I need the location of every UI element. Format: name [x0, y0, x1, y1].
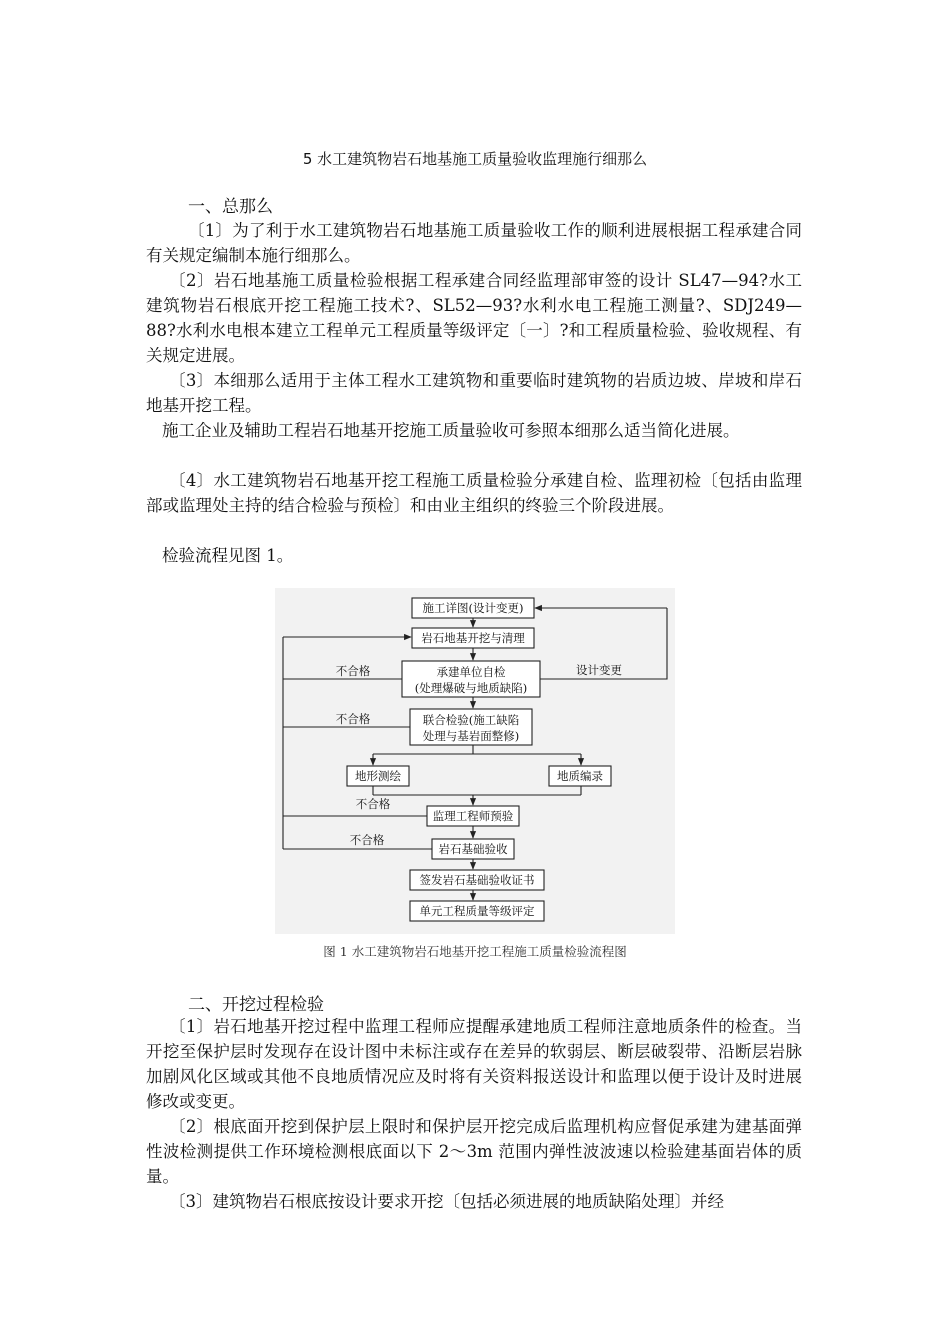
- flow-label-fail-1: 不合格: [335, 664, 371, 678]
- flow-text-b10: 单元工程质量等级评定: [419, 904, 535, 918]
- flowchart-diagram: [275, 588, 675, 934]
- paragraph-2-2: 〔2〕根底面开挖到保护层上限时和保护层开挖完成后监理机构应督促承建为建基面弹性波检测提供工作环境检测根底面以下 2～3m 范围内弹性波波速以检验建基面岩体的质量。: [146, 1117, 802, 1186]
- flowchart-figure: [275, 588, 675, 934]
- flow-text-b4a: 联合检验(施工缺陷: [422, 713, 520, 727]
- paragraph-1-6: 检验流程见图 1。: [162, 546, 294, 565]
- flow-text-b1: 施工详图(设计变更): [422, 601, 524, 615]
- section-1-heading: 一、总那么: [188, 197, 273, 217]
- paragraph-2-3: 〔3〕建筑物岩石根底按设计要求开挖〔包括必须进展的地质缺陷处理〕并经: [169, 1192, 724, 1211]
- paragraph-1-1: 〔1〕为了利于水工建筑物岩石地基施工质量验收工作的顺利进展根据工程承建合同有关规定编制本施行细那么。: [146, 221, 802, 265]
- flow-label-design-change: 设计变更: [576, 663, 622, 677]
- flow-label-fail-4: 不合格: [349, 833, 385, 847]
- paragraph-1-3: 〔3〕本细那么适用于主体工程水工建筑物和重要临时建筑物的岩质边坡、岸坡和岸石地基开挖工程。: [146, 371, 802, 415]
- section-2-heading: 二、开挖过程检验: [188, 995, 324, 1015]
- paragraph-1-5: 〔4〕水工建筑物岩石地基开挖工程施工质量检验分承建自检、监理初检〔包括由监理部或监理处主持的结合检验与预检〕和由业主组织的终验三个阶段进展。: [146, 471, 802, 515]
- flow-label-fail-2: 不合格: [335, 712, 371, 726]
- flow-text-b4b: 处理与基岩面整修): [422, 729, 520, 743]
- flow-label-fail-3: 不合格: [355, 797, 391, 811]
- paragraph-1-2: 〔2〕岩石地基施工质量检验根据工程承建合同经监理部审签的设计 SL47—94?水工建筑物岩石根底开挖工程施工技术?、SL52—93?水利水电工程施工测量?、SDJ249—88?水利水电根本建立工程单元工程质量等级评定〔一〕?和工程质量检验、验收规程、有关规定进展。: [146, 271, 802, 365]
- flow-text-b5: 地形测绘: [355, 769, 401, 783]
- flow-text-b8: 岩石基础验收: [438, 842, 508, 856]
- flow-text-b3a: 承建单位自检: [436, 665, 506, 679]
- figure-caption: 图 1 水工建筑物岩石地基开挖工程施工质量检验流程图: [323, 944, 627, 959]
- flow-text-b6: 地质编录: [557, 769, 603, 783]
- document-title: 5 水工建筑物岩石地基施工质量验收监理施行细那么: [302, 150, 648, 168]
- flow-text-b9: 签发岩石基础验收证书: [419, 873, 535, 887]
- paragraph-2-1: 〔1〕岩石地基开挖过程中监理工程师应提醒承建地质工程师注意地质条件的检查。当开挖至保护层时发现存在设计图中未标注或存在差异的软弱层、断层破裂带、沿断层岩脉加剧风化区域或其他不良地质情况应及时将有关资料报送设计和监理以便于设计及时进展修改或变更。: [146, 1017, 802, 1111]
- flow-text-b7: 监理工程师预验: [432, 809, 514, 823]
- flow-text-b2: 岩石地基开挖与清理: [421, 631, 525, 645]
- flow-text-b3b: (处理爆破与地质缺陷): [414, 681, 528, 695]
- paragraph-1-4: 施工企业及辅助工程岩石地基开挖施工质量验收可参照本细那么适当简化进展。: [162, 421, 740, 440]
